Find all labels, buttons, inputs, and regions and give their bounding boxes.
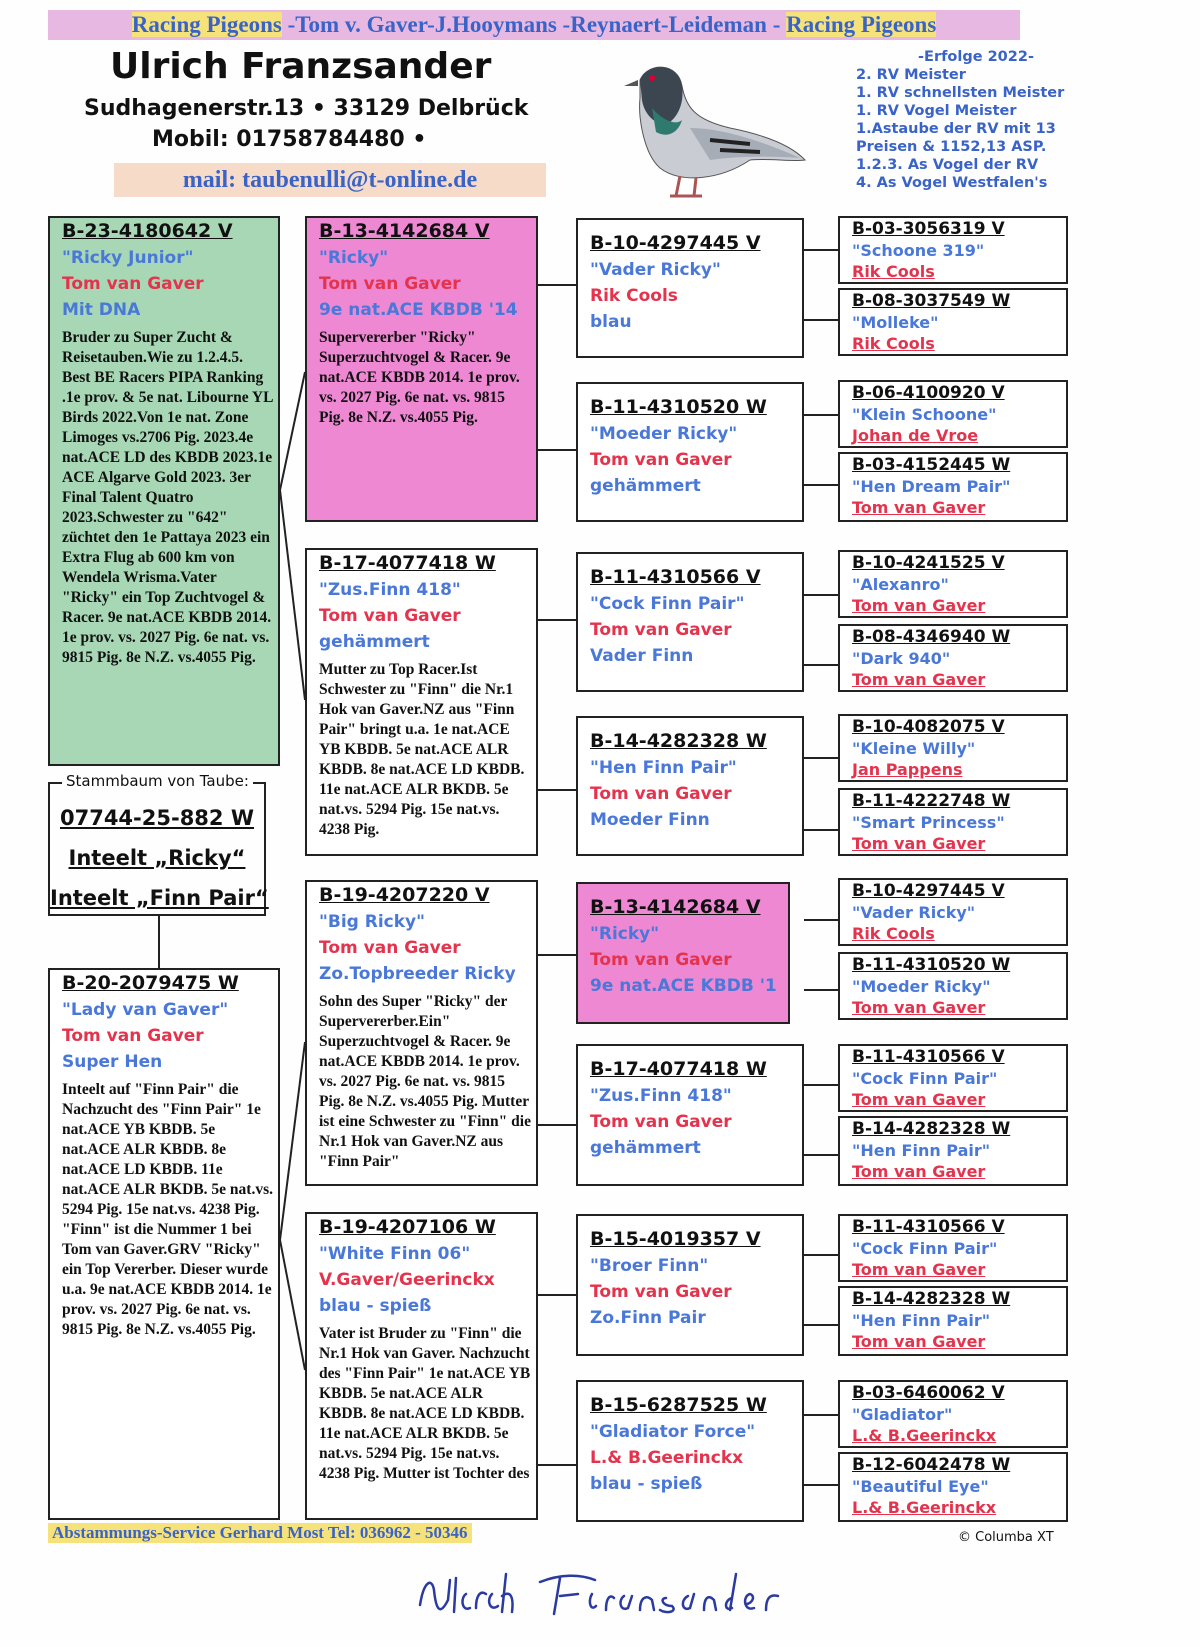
grandparent-breeder: Tom van Gaver — [319, 606, 461, 626]
gen5-ring: B-10-4297445 V — [852, 881, 1005, 901]
mother-color: Super Hen — [62, 1052, 163, 1072]
father-name: "Ricky Junior" — [62, 248, 194, 268]
great-grandparent-color: Zo.Finn Pair — [590, 1308, 706, 1328]
banner-racing-left: Racing Pigeons — [131, 12, 282, 37]
great-grandparent-color: gehämmert — [590, 1138, 701, 1158]
mother-name: "Lady van Gaver" — [62, 1000, 229, 1020]
grandparent-ring: B-19-4207220 V — [319, 884, 490, 906]
gen5-name: "Kleine Willy" — [852, 739, 976, 758]
father-ring: B-23-4180642 V — [62, 220, 233, 242]
great-grandparent-breeder: L.& B.Geerinckx — [590, 1448, 744, 1468]
grandparent-ring: B-17-4077418 W — [319, 552, 496, 574]
gen5-name: "Hen Finn Pair" — [852, 1311, 991, 1330]
gen5-name: "Klein Schoone" — [852, 405, 997, 424]
great-grandparent-color: Vader Finn — [590, 646, 694, 666]
great-grandparent-name: "Zus.Finn 418" — [590, 1086, 732, 1106]
erfolge-item: 4. As Vogel Westfalen's — [856, 175, 1048, 191]
great-grandparent-breeder: Tom van Gaver — [590, 1282, 732, 1302]
grandparent-description: Vater ist Bruder zu "Finn" die Nr.1 Hok van Gaver. Nachzucht des "Finn Pair" 1e nat.ACE YB KBDB. 5e nat.ACE ALR KBDB. 8e nat.ACE LD KBDB. 11e nat.ACE ALR BKDB. 5e nat.vs. 5294 Pig. 15e nat.vs. 4238 Pig. Mutter ist Tochter des — [319, 1325, 531, 1482]
great-grandparent-color: gehämmert — [590, 476, 701, 496]
great-grandparent-box — [576, 218, 804, 358]
gen5-box — [838, 380, 1068, 448]
erfolge-item: 1.2.3. As Vogel der RV — [856, 157, 1039, 173]
father-color: Mit DNA — [62, 300, 141, 320]
erfolge-item: 2. RV Meister — [856, 67, 966, 83]
great-grandparent-name: "Gladiator Force" — [590, 1422, 756, 1442]
great-grandparent-color: 9e nat.ACE KBDB '1 — [590, 976, 777, 996]
great-grandparent-name: "Ricky" — [590, 924, 660, 944]
gen5-ring: B-03-4152445 W — [852, 455, 1011, 475]
gen5-box — [838, 288, 1068, 356]
gen5-ring: B-08-3037549 W — [852, 291, 1011, 311]
gen5-breeder: Tom van Gaver — [852, 1332, 986, 1351]
gen5-breeder: Tom van Gaver — [852, 1162, 986, 1181]
gen5-breeder: L.& B.Geerinckx — [852, 1498, 997, 1517]
grandparent-box — [305, 880, 538, 1186]
great-grandparent-ring: B-17-4077418 W — [590, 1058, 767, 1080]
great-grandparent-name: "Broer Finn" — [590, 1256, 709, 1276]
stammbaum-label: Stammbaum von Taube: — [62, 772, 253, 790]
grandparent-name: "Zus.Finn 418" — [319, 580, 461, 600]
gen5-ring: B-11-4310520 W — [852, 955, 1011, 975]
gen5-box — [838, 714, 1068, 782]
gen5-breeder: L.& B.Geerinckx — [852, 1426, 997, 1445]
gen5-box — [838, 1116, 1068, 1186]
father-breeder: Tom van Gaver — [62, 274, 204, 294]
gen5-ring: B-11-4310566 V — [852, 1217, 1005, 1237]
inteelt-finn-pair: Inteelt „Finn Pair“ — [50, 886, 269, 910]
gen5-breeder: Tom van Gaver — [852, 1260, 986, 1279]
gen5-breeder: Johan de Vroe — [852, 426, 979, 445]
great-grandparent-ring: B-15-4019357 V — [590, 1228, 761, 1250]
owner-address: Sudhagenerstr.13 • 33129 Delbrück — [84, 96, 529, 121]
great-grandparent-color: blau - spieß — [590, 1474, 703, 1494]
gen5-box — [838, 216, 1068, 284]
gen5-name: "Alexanro" — [852, 575, 949, 594]
gen5-box — [838, 1214, 1068, 1282]
grandparent-name: "White Finn 06" — [319, 1244, 471, 1264]
great-grandparent-box — [576, 552, 804, 692]
great-grandparent-color: blau — [590, 312, 632, 332]
gen5-breeder: Rik Cools — [852, 924, 935, 943]
gen5-ring: B-03-3056319 V — [852, 219, 1005, 239]
gen5-name: "Cock Finn Pair" — [852, 1069, 998, 1088]
gen5-name: "Smart Princess" — [852, 813, 1005, 832]
owner-mobile: Mobil: 01758784480 • — [152, 127, 427, 152]
grandparent-name: "Ricky" — [319, 248, 389, 268]
great-grandparent-breeder: Tom van Gaver — [590, 784, 732, 804]
gen5-name: "Schoone 319" — [852, 241, 985, 260]
grandparent-description: Sohn des Super "Ricky" der Supervererber.Ein" Superzuchtvogel & Racer. 9e nat.ACE KBDB 2014. 1e prov. vs. 2027 Pig. 6e nat. vs. 9815 Pig. 8e N.Z. vs.4055 Pig. Mutter ist eine Schwester zu "Finn" die Nr.1 Hok van Gaver.NZ aus "Finn Pair" — [319, 993, 531, 1170]
grandparent-name: "Big Ricky" — [319, 912, 425, 932]
gen5-box — [838, 550, 1068, 618]
gen5-ring: B-14-4282328 W — [852, 1289, 1011, 1309]
gen5-name: "Hen Finn Pair" — [852, 1141, 991, 1160]
great-grandparent-box — [576, 382, 804, 522]
subject-ring: 07744-25-882 W — [59, 806, 255, 830]
erfolge-item: Preisen & 1152,13 ASP. — [856, 139, 1047, 155]
great-grandparent-name: "Cock Finn Pair" — [590, 594, 745, 614]
grandparent-breeder: Tom van Gaver — [319, 274, 461, 294]
grandparent-color: 9e nat.ACE KBDB '14 — [319, 300, 518, 320]
gen5-name: "Vader Ricky" — [852, 903, 976, 922]
father-description: Bruder zu Super Zucht & Reisetauben.Wie zu 1.2.4.5. Best BE Racers PIPA Ranking .1e prov. & 5e nat. Libourne YL Birds 2022.Von 1e nat. Zone Limoges vs.2706 Pig. 2023.4e nat.ACE LD des KBDB 2023.1e ACE Algarve Gold 2023. 3er Final Talent Quatro 2023.Schwester zu "642" züchtet den 1e Pattaya 2023 ein Extra Flug ab 600 km von Wendela Wrisma.Vater "Ricky" ein Top Zuchtvogel & Racer. 9e nat.ACE KBDB 2014. 1e prov. vs. 2027 Pig. 6e nat. vs. 9815 Pig. 8e N.Z. vs.4055 Pig. — [62, 329, 273, 666]
owner-mail: mail: taubenulli@t-online.de — [114, 163, 546, 197]
great-grandparent-ring: B-15-6287525 W — [590, 1394, 767, 1416]
great-grandparent-box — [576, 1044, 804, 1186]
great-grandparent-box — [576, 1214, 804, 1356]
gen5-ring: B-10-4241525 V — [852, 553, 1005, 573]
gen5-breeder: Tom van Gaver — [852, 670, 986, 689]
footer-service: Abstammungs-Service Gerhard Most Tel: 036962 - 50346 — [48, 1523, 472, 1543]
gen5-ring: B-10-4082075 V — [852, 717, 1005, 737]
grandparent-box — [305, 1212, 538, 1520]
gen5-ring: B-12-6042478 W — [852, 1455, 1011, 1475]
great-grandparent-breeder: Tom van Gaver — [590, 620, 732, 640]
gen5-box — [838, 1286, 1068, 1356]
banner-racing-right: Racing Pigeons — [786, 12, 937, 37]
gen5-breeder: Tom van Gaver — [852, 596, 986, 615]
great-grandparent-ring: B-10-4297445 V — [590, 232, 761, 254]
grandparent-breeder: V.Gaver/Geerinckx — [319, 1270, 495, 1290]
great-grandparent-ring: B-11-4310566 V — [590, 566, 761, 588]
grandparent-ring: B-13-4142684 V — [319, 220, 490, 242]
grandparent-breeder: Tom van Gaver — [319, 938, 461, 958]
signature-icon — [410, 1560, 810, 1630]
gen5-ring: B-08-4346940 W — [852, 627, 1011, 647]
gen5-box — [838, 952, 1068, 1020]
erfolge-item: 1. RV Vogel Meister — [856, 103, 1017, 119]
great-grandparent-name: "Moeder Ricky" — [590, 424, 738, 444]
gen5-breeder: Rik Cools — [852, 262, 935, 281]
grandparent-box — [305, 548, 538, 856]
gen5-ring: B-11-4310566 V — [852, 1047, 1005, 1067]
gen5-box — [838, 878, 1068, 946]
gen5-name: "Molleke" — [852, 313, 939, 332]
grandparent-description: Supervererber "Ricky" Superzuchtvogel & Racer. 9e nat.ACE KBDB 2014. 1e prov. vs. 2027 Pig. 6e nat. vs. 9815 Pig. 8e N.Z. vs.4055 Pig. — [319, 329, 520, 426]
gen5-name: "Cock Finn Pair" — [852, 1239, 998, 1258]
erfolge-item: 1. RV schnellsten Meister — [856, 85, 1065, 101]
grandparent-description: Mutter zu Top Racer.Ist Schwester zu "Finn" die Nr.1 Hok van Gaver.NZ aus "Finn Pair" bringt u.a. 1e nat.ACE YB KBDB. 5e nat.ACE ALR KBDB. 8e nat.ACE LD KBDB. 11e nat.ACE ALR BKDB. 5e nat.vs. 5294 Pig. 15e nat.vs. 4238 Pig. — [319, 661, 525, 838]
gen5-breeder: Tom van Gaver — [852, 1090, 986, 1109]
gen5-name: "Dark 940" — [852, 649, 951, 668]
mother-description: Inteelt auf "Finn Pair" die Nachzucht des "Finn Pair" 1e nat.ACE YB KBDB. 5e nat.ACE ALR KBDB. 8e nat.ACE LD KBDB. 11e nat.ACE ALR BKDB. 5e nat.vs. 5294 Pig. 15e nat.vs. 4238 Pig. "Finn" ist die Nummer 1 bei Tom van Gaver.GRV "Ricky" ein Top Vererber. Dieser wurde u.a. 9e nat.ACE KBDB 2014. 1e prov. vs. 2027 Pig. 6e nat. vs. 9815 Pig. 8e N.Z. vs.4055 Pig. — [62, 1081, 273, 1338]
great-grandparent-name: "Vader Ricky" — [590, 260, 721, 280]
great-grandparent-breeder: Rik Cools — [590, 286, 678, 306]
gen5-box — [838, 1044, 1068, 1112]
inteelt-ricky: Inteelt „Ricky“ — [68, 846, 246, 870]
gen5-name: "Beautiful Eye" — [852, 1477, 989, 1496]
gen5-name: "Moeder Ricky" — [852, 977, 991, 996]
gen5-breeder: Tom van Gaver — [852, 834, 986, 853]
gen5-box — [838, 624, 1068, 692]
great-grandparent-color: Moeder Finn — [590, 810, 710, 830]
erfolge-title: -Erfolge 2022- — [918, 49, 1034, 65]
great-grandparent-breeder: Tom van Gaver — [590, 450, 732, 470]
gen5-ring: B-11-4222748 W — [852, 791, 1011, 811]
great-grandparent-ring: B-14-4282328 W — [590, 730, 767, 752]
mother-ring: B-20-2079475 W — [62, 972, 239, 994]
grandparent-color: blau - spieß — [319, 1296, 432, 1316]
gen5-breeder: Tom van Gaver — [852, 498, 986, 517]
gen5-name: "Gladiator" — [852, 1405, 953, 1424]
footer-copyright: © Columba XT — [958, 1530, 1054, 1545]
gen5-box — [838, 452, 1068, 522]
gen5-ring: B-06-4100920 V — [852, 383, 1005, 403]
great-grandparent-breeder: Tom van Gaver — [590, 1112, 732, 1132]
gen5-breeder: Rik Cools — [852, 334, 935, 353]
gen5-breeder: Tom van Gaver — [852, 998, 986, 1017]
gen5-box — [838, 1380, 1068, 1448]
grandparent-ring: B-19-4207106 W — [319, 1216, 496, 1238]
grandparent-box — [305, 216, 538, 522]
great-grandparent-box — [576, 716, 804, 856]
great-grandparent-ring: B-13-4142684 V — [590, 896, 761, 918]
gen5-box — [838, 1452, 1068, 1522]
great-grandparent-name: "Hen Finn Pair" — [590, 758, 737, 778]
grandparent-color: Zo.Topbreeder Ricky — [319, 964, 516, 984]
great-grandparent-ring: B-11-4310520 W — [590, 396, 767, 418]
owner-name: Ulrich Franzsander — [110, 46, 492, 87]
gen5-breeder: Jan Pappens — [852, 760, 963, 779]
mother-breeder: Tom van Gaver — [62, 1026, 204, 1046]
grandparent-color: gehämmert — [319, 632, 430, 652]
erfolge-item: 1.Astaube der RV mit 13 — [856, 121, 1056, 137]
great-grandparent-box — [576, 1380, 804, 1522]
great-grandparent-breeder: Tom van Gaver — [590, 950, 732, 970]
gen5-box — [838, 788, 1068, 856]
great-grandparent-box — [576, 882, 790, 1024]
gen5-name: "Hen Dream Pair" — [852, 477, 1011, 496]
gen5-ring: B-03-6460062 V — [852, 1383, 1005, 1403]
gen5-ring: B-14-4282328 W — [852, 1119, 1011, 1139]
banner-breeders: -Tom v. Gaver-J.Hooymans -Reynaert-Leideman - — [281, 12, 787, 37]
